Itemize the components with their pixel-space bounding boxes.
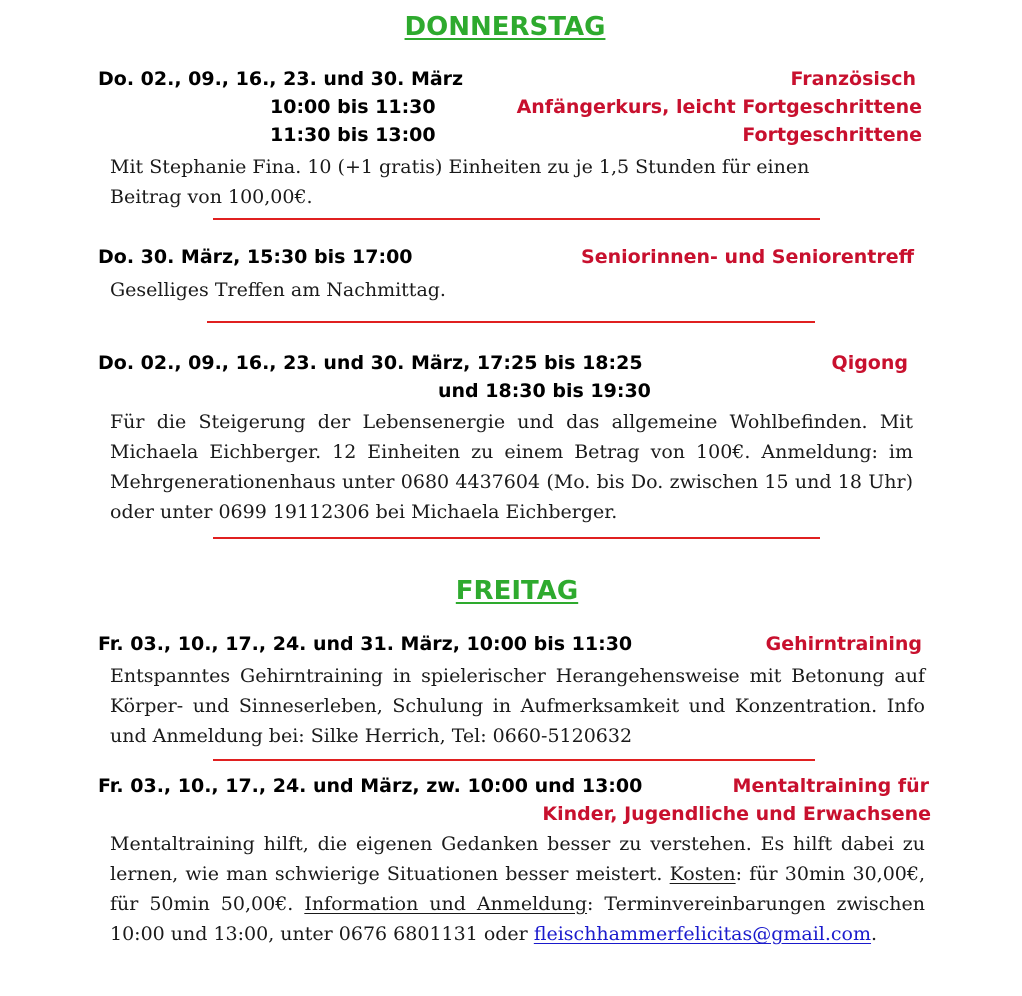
- event-mental-description: [110, 829, 925, 949]
- event-french-time2: 11:30 bis 13:00: [270, 124, 436, 146]
- event-qigong-date: Do. 02., 09., 16., 23. und 30. März, 17:25 bis 18:25: [98, 352, 643, 374]
- event-qigong-date-line2: und 18:30 bis 19:30: [438, 380, 651, 402]
- separator: [213, 759, 815, 761]
- event-mental-title-line1: Mentaltraining für: [732, 775, 929, 797]
- heading-thursday: DONNERSTAG: [404, 12, 606, 42]
- event-mental-date: Fr. 03., 10., 17., 24. und März, zw. 10:00 und 13:00: [98, 775, 643, 797]
- email-link[interactable]: fleischhammerfelicitas@gmail.com: [533, 923, 872, 945]
- event-french-title: Französisch: [790, 68, 916, 90]
- event-french-time1: 10:00 bis 11:30: [270, 96, 436, 118]
- separator: [213, 537, 820, 539]
- event-seniors-date: Do. 30. März, 15:30 bis 17:00: [98, 246, 413, 268]
- event-french-level2: Fortgeschrittene: [742, 124, 922, 146]
- event-qigong-title: Qigong: [831, 352, 908, 374]
- end-punctuation: .: [871, 923, 878, 945]
- event-seniors-title: Seniorinnen- und Seniorentreff: [581, 246, 914, 268]
- costs-label: Kosten: [669, 863, 736, 885]
- event-french-date: Do. 02., 09., 16., 23. und 30. März: [98, 68, 464, 90]
- event-french-level1: Anfängerkurs, leicht Fortgeschrittene: [516, 96, 922, 118]
- costs-text: : für 30min 30,00€, für 50min 50,00€.: [110, 863, 925, 915]
- event-brain-date: Fr. 03., 10., 17., 24. und 31. März, 10:00 bis 11:30: [98, 633, 633, 655]
- separator: [207, 321, 815, 323]
- info-label: Information und Anmeldung: [304, 893, 588, 915]
- heading-friday: FREITAG: [455, 576, 579, 606]
- event-seniors-description: Geselliges Treffen am Nachmittag.: [110, 279, 446, 301]
- event-mental-description-text: Mentaltraining hilft, die eigenen Gedanken besser zu verstehen. Es hilft dabei zu lernen, wie man schwierige Situationen besser meistert.: [110, 833, 925, 885]
- event-brain-description: Entspanntes Gehirntraining in spielerischer Herangehensweise mit Betonung auf Körper- und Sinneserleben, Schulung in Aufmerksamkeit und Konzentration. Info und Anmeldung bei: Silke Herrich, Tel: 0660-5120632: [110, 665, 925, 747]
- info-text: : Terminvereinbarungen zwischen 10:00 und 13:00, unter 0676 6801131 oder: [110, 893, 926, 945]
- event-brain-title: Gehirntraining: [765, 633, 922, 655]
- event-qigong-description: Für die Steigerung der Lebensenergie und das allgemeine Wohlbefinden. Mit Michaela Eichberger. 12 Einheiten zu einem Betrag von 100€. Anmeldung: im Mehrgenerationenhaus unter 0680 4437604 (Mo. bis Do. zwischen 15 und 18 Uhr) oder unter 0699 19112306 bei Michaela Eichberger.: [110, 411, 913, 523]
- event-mental-title-line2: Kinder, Jugendliche und Erwachsene: [542, 803, 931, 825]
- separator: [213, 218, 820, 220]
- event-french-description: Mit Stephanie Fina. 10 (+1 gratis) Einheiten zu je 1,5 Stunden für einen Beitrag von 100,00€.: [110, 156, 810, 208]
